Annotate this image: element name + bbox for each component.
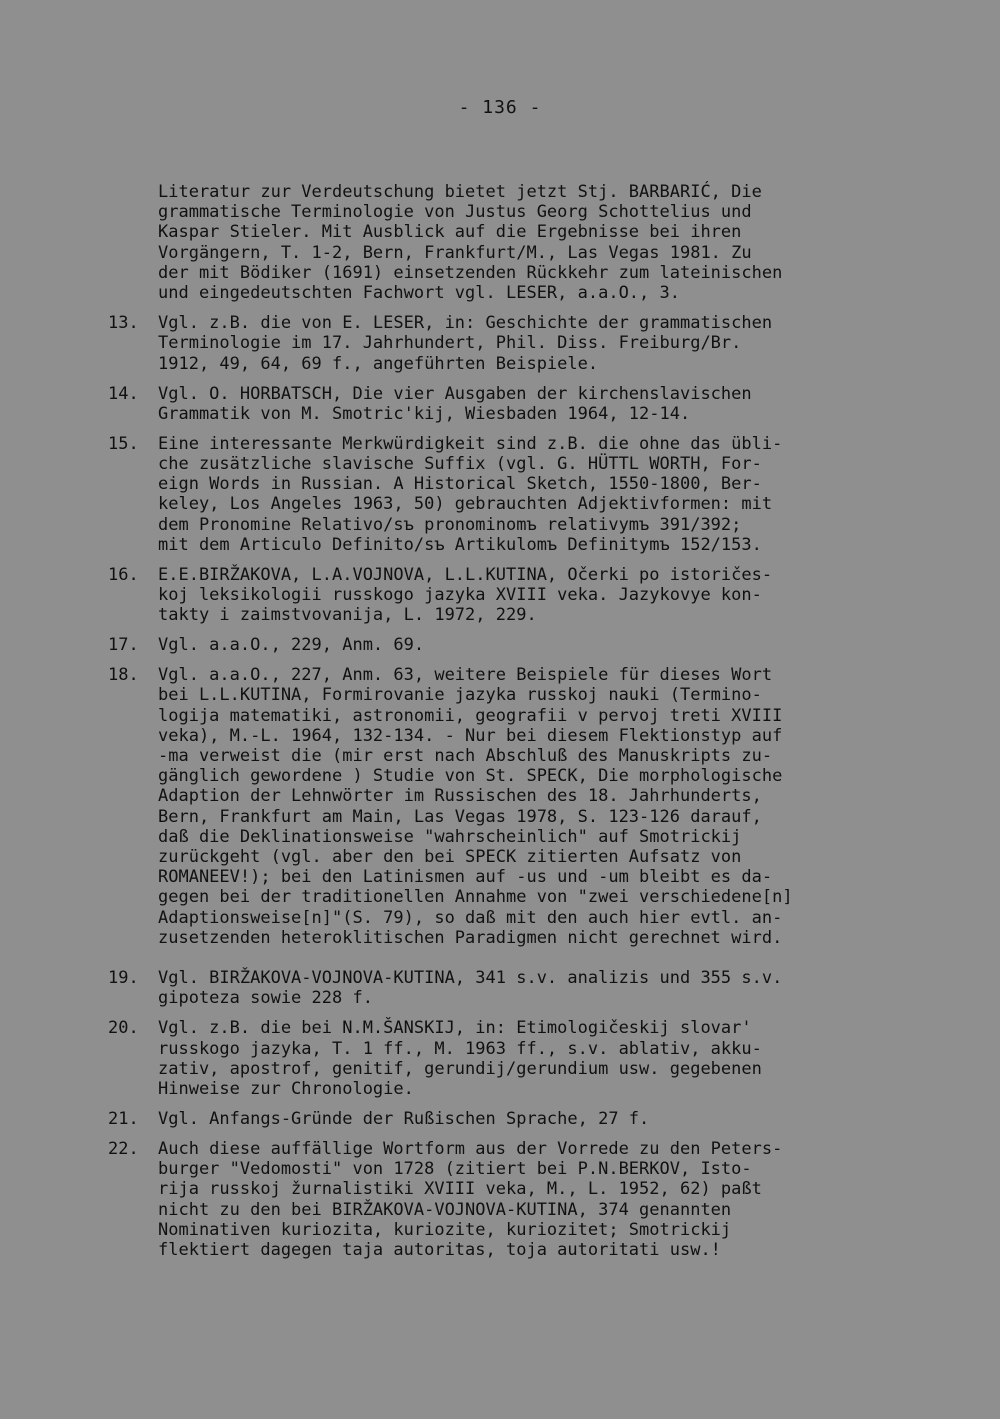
footnotes-body bbox=[108, 182, 900, 1270]
text-line: Vorgängern, T. 1-2, Bern, Frankfurt/M., Las Vegas 1981. Zu bbox=[158, 242, 752, 263]
text-line: rija russkoj žurnalistiki XVIII veka, M., L. 1952, 62) paßt bbox=[158, 1179, 762, 1200]
text-line: E.E.BIRŽAKOVA, L.A.VOJNOVA, L.L.KUTINA, Očerki po istoričes- bbox=[158, 564, 773, 585]
footnote-18 bbox=[108, 665, 900, 948]
text-line: che zusätzliche slavische Suffix (vgl. G. HÜTTL WORTH, For- bbox=[158, 454, 762, 475]
text-line: und eingedeutschten Fachwort vgl. LESER, a.a.O., 3. bbox=[158, 283, 680, 304]
text-line: gipoteza sowie 228 f. bbox=[158, 988, 373, 1009]
text-line: flektiert dagegen taja autoritas, toja autoritati usw.! bbox=[158, 1239, 721, 1260]
footnote-number: 22. bbox=[108, 1138, 139, 1159]
text-line: Terminologie im 17. Jahrhundert, Phil. Diss. Freiburg/Br. bbox=[158, 333, 742, 354]
text-line: gänglich gewordene ) Studie von St. SPECK, Die morphologische bbox=[158, 766, 783, 787]
footnote-number: 21. bbox=[108, 1108, 139, 1129]
text-line: Adaptionsweise[n]"(S. 79), so daß mit den auch hier evtl. an- bbox=[158, 907, 783, 928]
text-line: Vgl. a.a.O., 227, Anm. 63, weitere Beispiele für dieses Wort bbox=[158, 665, 773, 686]
text-line: grammatische Terminologie von Justus Georg Schottelius und bbox=[158, 202, 752, 223]
text-line: bei L.L.KUTINA, Formirovanie jazyka russkoj nauki (Termino- bbox=[158, 685, 762, 706]
footnote-20 bbox=[108, 1018, 900, 1099]
text-line: Hinweise zur Chronologie. bbox=[158, 1078, 414, 1099]
text-line: Vgl. O. HORBATSCH, Die vier Ausgaben der kirchenslavischen bbox=[158, 383, 752, 404]
text-line: Auch diese auffällige Wortform aus der Vorrede zu den Peters- bbox=[158, 1138, 783, 1159]
text-line: mit dem Articulo Definito/sъ Artikulomъ Definitymъ 152/153. bbox=[158, 534, 762, 555]
footnote-14 bbox=[108, 384, 900, 424]
text-line: keley, Los Angeles 1963, 50) gebrauchten Adjektivformen: mit bbox=[158, 494, 773, 515]
text-line: Grammatik von M. Smotric'kij, Wiesbaden 1964, 12-14. bbox=[158, 403, 691, 424]
text-line: gegen bei der traditionellen Annahme von "zwei verschiedene[n] bbox=[158, 887, 793, 908]
footnote-15 bbox=[108, 434, 900, 555]
text-line: der mit Bödiker (1691) einsetzenden Rückkehr zum lateinischen bbox=[158, 262, 783, 283]
text-line: ROMANEEV!); bei den Latinismen auf -us und -um bleibt es da- bbox=[158, 867, 773, 888]
text-line: Eine interessante Merkwürdigkeit sind z.B. die ohne das übli- bbox=[158, 433, 783, 454]
text-line: dem Pronomine Relativo/sъ pronominomъ relativymъ 391/392; bbox=[158, 514, 742, 535]
text-line: Literatur zur Verdeutschung bietet jetzt Stj. BARBARIĆ, Die bbox=[158, 182, 762, 202]
text-line: Adaption der Lehnwörter im Russischen des 18. Jahrhunderts, bbox=[158, 786, 762, 807]
footnote-19 bbox=[108, 968, 900, 1008]
footnote-16 bbox=[108, 565, 900, 626]
text-line: Vgl. Anfangs-Gründe der Rußischen Sprache, 27 f. bbox=[158, 1108, 650, 1129]
footnote-number: 13. bbox=[108, 313, 139, 334]
text-line: zurückgeht (vgl. aber den bei SPECK zitierten Aufsatz von bbox=[158, 847, 742, 868]
text-line: Kaspar Stieler. Mit Ausblick auf die Ergebnisse bei ihren bbox=[158, 222, 742, 243]
text-line: -ma verweist die (mir erst nach Abschluß des Manuskripts zu- bbox=[158, 746, 773, 767]
text-line: logija matematiki, astronomii, geografii v pervoj treti XVIII bbox=[158, 705, 783, 726]
intro-paragraph bbox=[158, 182, 900, 303]
text-line: zativ, apostrof, genitif, gerundij/gerundium usw. gegebenen bbox=[158, 1058, 762, 1079]
footnote-number: 20. bbox=[108, 1018, 139, 1039]
text-line: nicht zu den bei BIRŽAKOVA-VOJNOVA-KUTINA, 374 genannten bbox=[158, 1199, 732, 1220]
text-line: veka), M.-L. 1964, 132-134. - Nur bei diesem Flektionstyp auf bbox=[158, 725, 783, 746]
footnote-22 bbox=[108, 1139, 900, 1260]
footnote-13 bbox=[108, 313, 900, 374]
text-line: daß die Deklinationsweise "wahrscheinlich" auf Smotrickij bbox=[158, 826, 742, 847]
footnote-number: 16. bbox=[108, 564, 139, 585]
page-number: - 136 - bbox=[458, 97, 542, 118]
text-line: Vgl. a.a.O., 229, Anm. 69. bbox=[158, 635, 425, 656]
footnote-21 bbox=[108, 1109, 900, 1129]
text-line: 1912, 49, 64, 69 f., angeführten Beispiele. bbox=[158, 353, 599, 374]
footnote-17 bbox=[108, 635, 900, 655]
text-line: Vgl. z.B. die von E. LESER, in: Geschichte der grammatischen bbox=[158, 313, 773, 334]
text-line: eign Words in Russian. A Historical Sketch, 1550-1800, Ber- bbox=[158, 474, 762, 495]
footnote-number: 19. bbox=[108, 968, 139, 989]
text-line: russkogo jazyka, T. 1 ff., M. 1963 ff., s.v. ablativ, akku- bbox=[158, 1038, 762, 1059]
text-line: zusetzenden heteroklitischen Paradigmen nicht gerechnet wird. bbox=[158, 927, 783, 948]
footnote-number: 17. bbox=[108, 635, 139, 656]
text-line: Vgl. z.B. die bei N.M.ŠANSKIJ, in: Etimologičeskij slovar' bbox=[158, 1018, 752, 1039]
text-line: Bern, Frankfurt am Main, Las Vegas 1978, S. 123-126 darauf, bbox=[158, 806, 762, 827]
footnote-number: 18. bbox=[108, 665, 139, 686]
text-line: takty i zaimstvovanija, L. 1972, 229. bbox=[158, 605, 537, 626]
text-line: burger "Vedomosti" von 1728 (zitiert bei P.N.BERKOV, Isto- bbox=[158, 1159, 752, 1180]
footnote-number: 15. bbox=[108, 433, 139, 454]
footnote-number: 14. bbox=[108, 383, 139, 404]
text-line: Vgl. BIRŽAKOVA-VOJNOVA-KUTINA, 341 s.v. analizis und 355 s.v. bbox=[158, 968, 783, 989]
text-line: koj leksikologii russkogo jazyka XVIII veka. Jazykovye kon- bbox=[158, 585, 762, 606]
text-line: Nominativen kuriozita, kuriozite, kuriozitet; Smotrickij bbox=[158, 1219, 732, 1240]
